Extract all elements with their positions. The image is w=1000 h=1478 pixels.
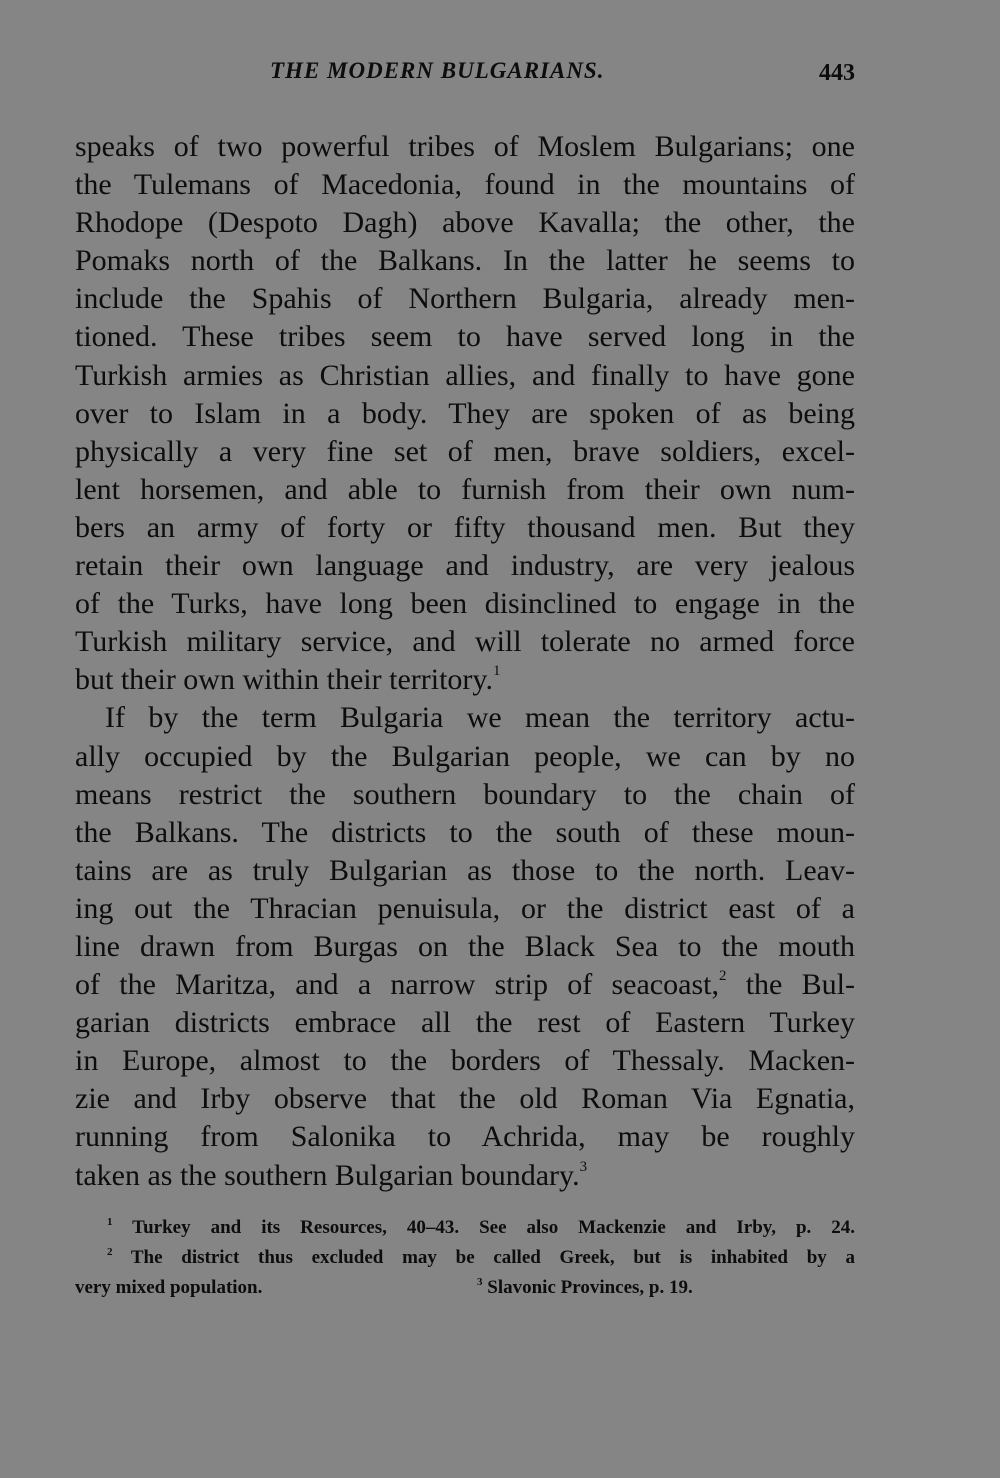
footnote-2 <box>75 1243 855 1273</box>
text-line: line drawn from Burgas on the Black Sea to the mouth <box>75 929 855 963</box>
text-line: running from Salonika to Achrida, may be roughly <box>75 1120 855 1154</box>
text-line: Rhodope (Despoto Dagh) above Kavalla; the other, the <box>75 206 855 240</box>
text-line: the Balkans. The districts to the south of these moun- <box>75 815 855 849</box>
text-line: the Tulemans of Macedonia, found in the mountains of <box>75 168 855 202</box>
footnote-mark: 2 <box>107 1246 113 1258</box>
running-head <box>75 58 855 92</box>
text-line-with-footnote <box>75 966 855 1004</box>
footnote-mark: 3 <box>477 1276 483 1288</box>
text-line: ally occupied by the Bulgarian people, we can by no <box>75 739 855 773</box>
text-line: physically a very fine set of men, brave soldiers, excel- <box>75 434 855 468</box>
text-line-content: of the Maritza, and a narrow strip of seacoast, <box>75 968 719 1002</box>
footnote-line <box>75 1273 855 1303</box>
text-line: bers an army of forty or fifty thousand men. But they <box>75 510 855 544</box>
footnote-1 <box>75 1213 855 1243</box>
footnote-ref-1: 1 <box>492 663 501 680</box>
paragraph-first-line: If by the term Bulgaria we mean the territory actu- <box>105 701 855 735</box>
body-text <box>75 128 855 1195</box>
page-number: 443 <box>819 60 855 86</box>
text-line-with-footnote <box>75 661 855 699</box>
footnote-text: Turkey and its Resources, 40–43. See also Mackenzie and Irby, p. 24. <box>132 1217 855 1238</box>
text-line-tail: the Bul- <box>726 968 855 1002</box>
text-line: include the Spahis of Northern Bulgaria, already men- <box>75 282 855 316</box>
text-line: tioned. These tribes seem to have served long in the <box>75 320 855 354</box>
text-line: in Europe, almost to the borders of Thessaly. Macken- <box>75 1044 855 1078</box>
text-line: means restrict the southern boundary to the chain of <box>75 777 855 811</box>
footnotes <box>75 1213 855 1303</box>
text-line-with-footnote <box>75 1157 855 1195</box>
footnote-ref-3: 3 <box>579 1158 588 1175</box>
text-line: retain their own language and industry, are very jealous <box>75 549 855 583</box>
text-line: zie and Irby observe that the old Roman Via Egnatia, <box>75 1082 855 1116</box>
text-line: over to Islam in a body. They are spoken of as being <box>75 396 855 430</box>
running-title: THE MODERN BULGARIANS. <box>270 58 605 83</box>
text-line: Pomaks north of the Balkans. In the latter he seems to <box>75 244 855 278</box>
text-line: of the Turks, have long been disinclined to engage in the <box>75 587 855 621</box>
text-line: lent horsemen, and able to furnish from their own num- <box>75 472 855 506</box>
text-line: ing out the Thracian penuisula, or the district east of a <box>75 891 855 925</box>
footnote-text: very mixed population. <box>75 1277 263 1298</box>
text-line: Turkish military service, and will tolerate no armed force <box>75 625 855 659</box>
footnote-text: The district thus excluded may be called Greek, but is inhabited by a <box>130 1247 855 1268</box>
footnote-3 <box>477 1273 693 1303</box>
footnote-mark: 1 <box>107 1216 113 1228</box>
text-line: garian districts embrace all the rest of Eastern Turkey <box>75 1006 855 1040</box>
text-line: tains are as truly Bulgarian as those to the north. Leav- <box>75 853 855 887</box>
text-line: Turkish armies as Christian allies, and finally to have gone <box>75 358 855 392</box>
text-line-content: taken as the southern Bulgarian boundary. <box>75 1158 580 1192</box>
text-line-content: but their own within their territory. <box>75 663 493 697</box>
text-line: speaks of two powerful tribes of Moslem Bulgarians; one <box>75 130 855 163</box>
footnote-ref-2: 2 <box>718 968 727 985</box>
footnote-text: Slavonic Provinces, p. 19. <box>487 1277 693 1298</box>
